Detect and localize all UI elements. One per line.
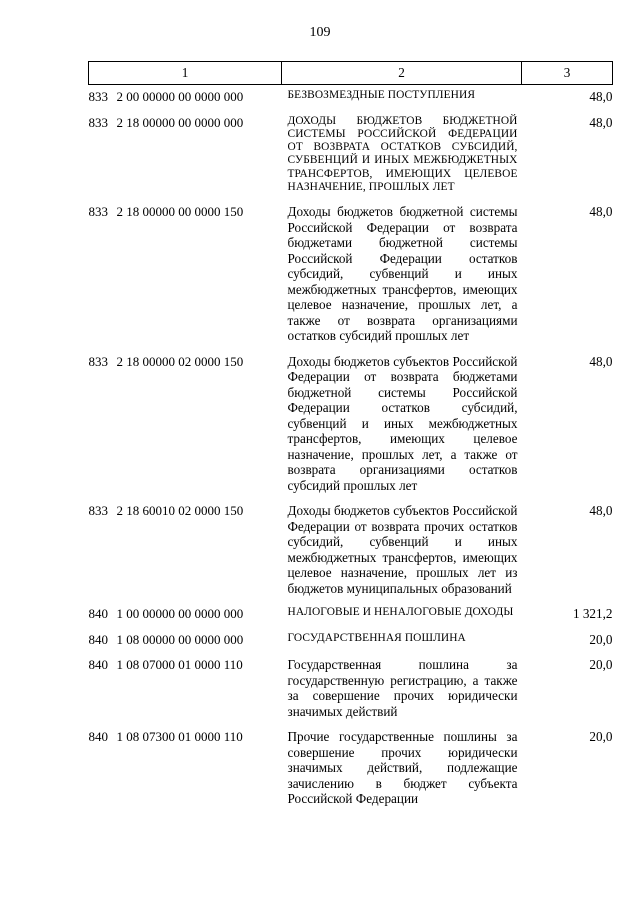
- income-sum: 20,0: [589, 657, 613, 673]
- income-name: Прочие государственные пошлины за совершение прочих юридически значимых действий, подлежащие зачислению в бюджет субъекта Российской Федерации: [287, 729, 518, 807]
- classification-code: 1 08 07000 01 0000 110: [116, 657, 243, 673]
- code-cell: [89, 115, 282, 205]
- table-row: [89, 115, 613, 205]
- income-sum: 48,0: [589, 353, 613, 369]
- admin-code: 833: [88, 89, 108, 104]
- admin-code: 833: [88, 503, 108, 519]
- income-name: Доходы бюджетов бюджетной системы Российской Федерации от возврата бюджетами бюджетной системы Российской Федерации остатков субсидий, субвенций и иных межбюджетных трансфертов, имеющих целевое назначение, прошлых лет, а также от возврата организациями остатков субсидий прошлых лет: [287, 204, 518, 344]
- revenue-table: [88, 61, 613, 817]
- income-name: Доходы бюджетов субъектов Российской Федерации от возврата бюджетами бюджетной системы Российской Федерации остатков субсидий, субвенций и иных межбюджетных трансфертов, имеющих целевое назначение, прошлых лет, а также от возврата организациями остатков субсидий прошлых лет: [287, 353, 518, 493]
- classification-code: 1 08 07300 01 0000 110: [116, 729, 243, 745]
- code-cell: [89, 503, 282, 606]
- code-cell: [89, 85, 282, 115]
- table-header-row: [89, 62, 613, 85]
- column-header-code: 1: [89, 62, 282, 85]
- income-sum: 48,0: [589, 89, 613, 104]
- code-cell: [89, 657, 282, 729]
- code-cell: [89, 632, 282, 658]
- classification-code: 2 18 00000 00 0000 150: [116, 204, 244, 220]
- income-sum: 48,0: [589, 204, 613, 220]
- table-row: [89, 354, 613, 504]
- admin-code: 833: [88, 204, 108, 220]
- column-header-sum: 3: [522, 62, 613, 85]
- code-cell: [89, 729, 282, 817]
- admin-code: 833: [88, 114, 108, 130]
- admin-code: 833: [88, 353, 108, 369]
- classification-code: 2 18 00000 00 0000 000: [116, 114, 244, 130]
- classification-code: 1 00 00000 00 0000 000: [116, 606, 244, 622]
- income-name: ДОХОДЫ БЮДЖЕТОВ БЮДЖЕТНОЙ СИСТЕМЫ РОССИЙСКОЙ ФЕДЕРАЦИИ ОТ ВОЗВРАТА ОСТАТКОВ СУБСИДИЙ, СУБВЕНЦИЙ И ИНЫХ МЕЖБЮДЖЕТНЫХ ТРАНСФЕРТОВ, ИМЕЮЩИХ ЦЕЛЕВОЕ НАЗНАЧЕНИЕ, ПРОШЛЫХ ЛЕТ: [287, 114, 518, 193]
- income-sum: 1 321,2: [572, 606, 613, 622]
- classification-code: 1 08 00000 00 0000 000: [116, 631, 244, 647]
- admin-code: 840: [88, 606, 108, 622]
- admin-code: 840: [88, 657, 108, 673]
- table-row: [89, 85, 613, 115]
- income-name: ГОСУДАРСТВЕННАЯ ПОШЛИНА: [287, 631, 466, 644]
- table-row: [89, 729, 613, 817]
- table-row: [89, 632, 613, 658]
- income-name: НАЛОГОВЫЕ И НЕНАЛОГОВЫЕ ДОХОДЫ: [287, 606, 514, 619]
- code-cell: [89, 606, 282, 632]
- income-sum: 20,0: [589, 729, 613, 745]
- code-cell: [89, 204, 282, 354]
- income-name: Государственная пошлина за государственную регистрацию, а также за совершение прочих юридически значимых действий: [287, 657, 518, 719]
- table-row: [89, 606, 613, 632]
- classification-code: 2 00 00000 00 0000 000: [116, 89, 244, 104]
- income-name: Доходы бюджетов субъектов Российской Федерации от возврата прочих остатков субсидий, субвенций и иных межбюджетных трансфертов, имеющих целевое назначение, прошлых лет из бюджетов муниципальных образований: [287, 503, 518, 596]
- income-sum: 20,0: [589, 631, 613, 647]
- income-sum: 48,0: [589, 114, 613, 130]
- column-header-name: 2: [282, 62, 522, 85]
- admin-code: 840: [88, 631, 108, 647]
- classification-code: 2 18 00000 02 0000 150: [116, 353, 244, 369]
- classification-code: 2 18 60010 02 0000 150: [116, 503, 244, 519]
- table-row: [89, 503, 613, 606]
- admin-code: 840: [88, 729, 108, 745]
- page-number: 109: [309, 25, 331, 40]
- code-cell: [89, 354, 282, 504]
- table-row: [89, 204, 613, 354]
- table-row: [89, 657, 613, 729]
- income-sum: 48,0: [589, 503, 613, 519]
- income-name: БЕЗВОЗМЕЗДНЫЕ ПОСТУПЛЕНИЯ: [287, 89, 476, 101]
